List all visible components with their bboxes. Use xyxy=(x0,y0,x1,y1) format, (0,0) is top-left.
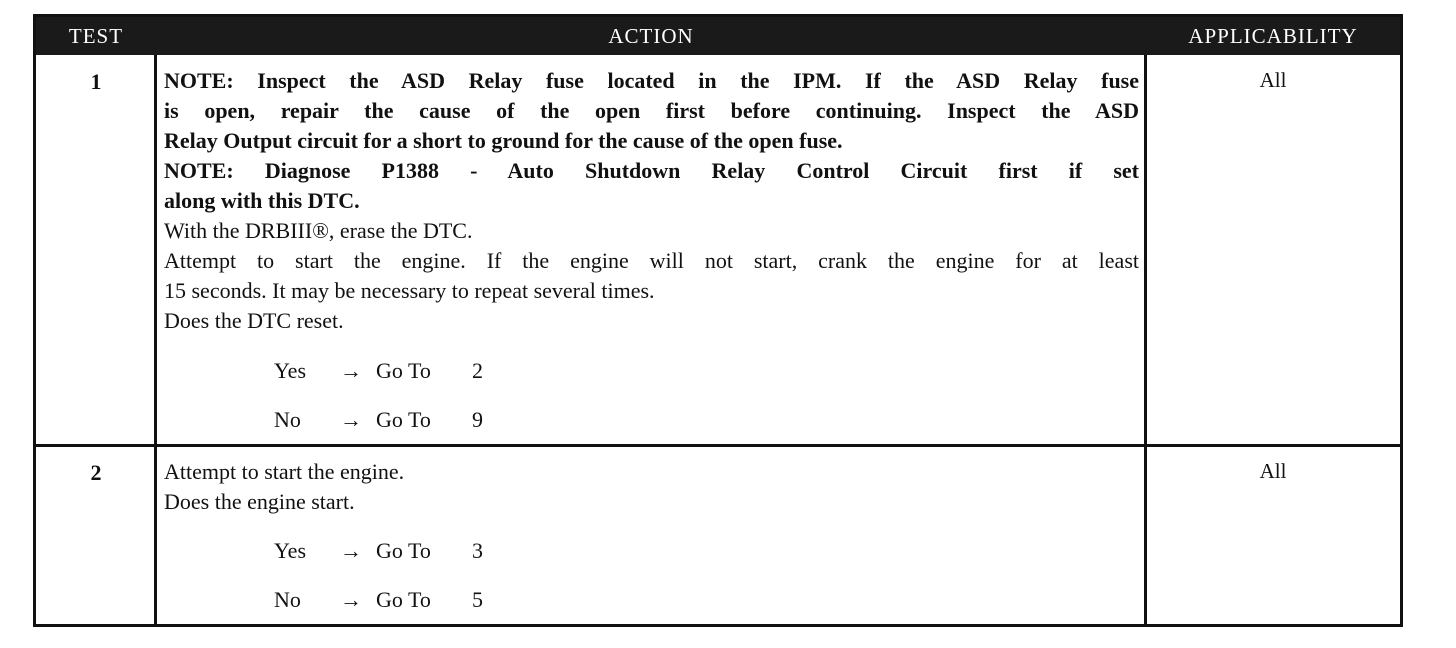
note-line: NOTE: Diagnose P1388 - Auto Shutdown Relay Control Circuit first if set xyxy=(164,158,1139,183)
arrow-icon: → xyxy=(340,358,362,383)
note-line: Relay Output circuit for a short to ground for the cause of the open fuse. xyxy=(164,128,843,153)
choice-answer: No xyxy=(274,587,301,612)
arrow-icon: → xyxy=(340,538,362,563)
note-line: is open, repair the cause of the open first before continuing. Inspect the ASD xyxy=(164,98,1139,123)
choice-no xyxy=(274,407,483,433)
instruction-line: 15 seconds. It may be necessary to repeat several times. xyxy=(164,278,655,303)
arrow-icon: → xyxy=(340,407,362,432)
goto-target: 5 xyxy=(472,587,483,612)
choice-answer: Yes xyxy=(274,358,307,383)
applicability-value: All xyxy=(1259,68,1287,92)
instruction-line: Attempt to start the engine. If the engine will not start, crank the engine for at least xyxy=(164,248,1139,273)
goto-target: 3 xyxy=(472,538,483,563)
header-test: TEST xyxy=(68,24,124,48)
goto-target: 9 xyxy=(472,407,483,432)
row-divider xyxy=(36,444,1400,447)
question-line: Does the engine start. xyxy=(164,489,355,514)
applicability-value: All xyxy=(1259,459,1287,483)
goto-label: Go To xyxy=(376,358,431,383)
test-number: 2 xyxy=(90,460,102,485)
choice-answer: Yes xyxy=(274,538,307,563)
column-divider xyxy=(1144,55,1147,624)
note-line: along with this DTC. xyxy=(164,188,360,213)
arrow-icon: → xyxy=(340,587,362,612)
choice-yes xyxy=(274,538,483,564)
question-line: Does the DTC reset. xyxy=(164,308,344,333)
instruction-line: With the DRBIII®, erase the DTC. xyxy=(164,218,473,243)
table-header xyxy=(36,17,1400,55)
header-applicability: APPLICABILITY xyxy=(1188,24,1358,48)
diagnostic-table xyxy=(33,14,1403,627)
goto-label: Go To xyxy=(376,538,431,563)
goto-target: 2 xyxy=(472,358,483,383)
goto-label: Go To xyxy=(376,407,431,432)
note-line: NOTE: Inspect the ASD Relay fuse located in the IPM. If the ASD Relay fuse xyxy=(164,68,1139,93)
column-divider xyxy=(154,55,157,624)
action-text xyxy=(164,66,1139,336)
instruction-line: Attempt to start the engine. xyxy=(164,459,405,484)
action-text xyxy=(164,457,1139,517)
test-number: 1 xyxy=(90,69,102,94)
header-action: ACTION xyxy=(608,24,694,48)
choice-answer: No xyxy=(274,407,301,432)
choice-yes xyxy=(274,358,483,384)
choice-no xyxy=(274,587,483,613)
goto-label: Go To xyxy=(376,587,431,612)
